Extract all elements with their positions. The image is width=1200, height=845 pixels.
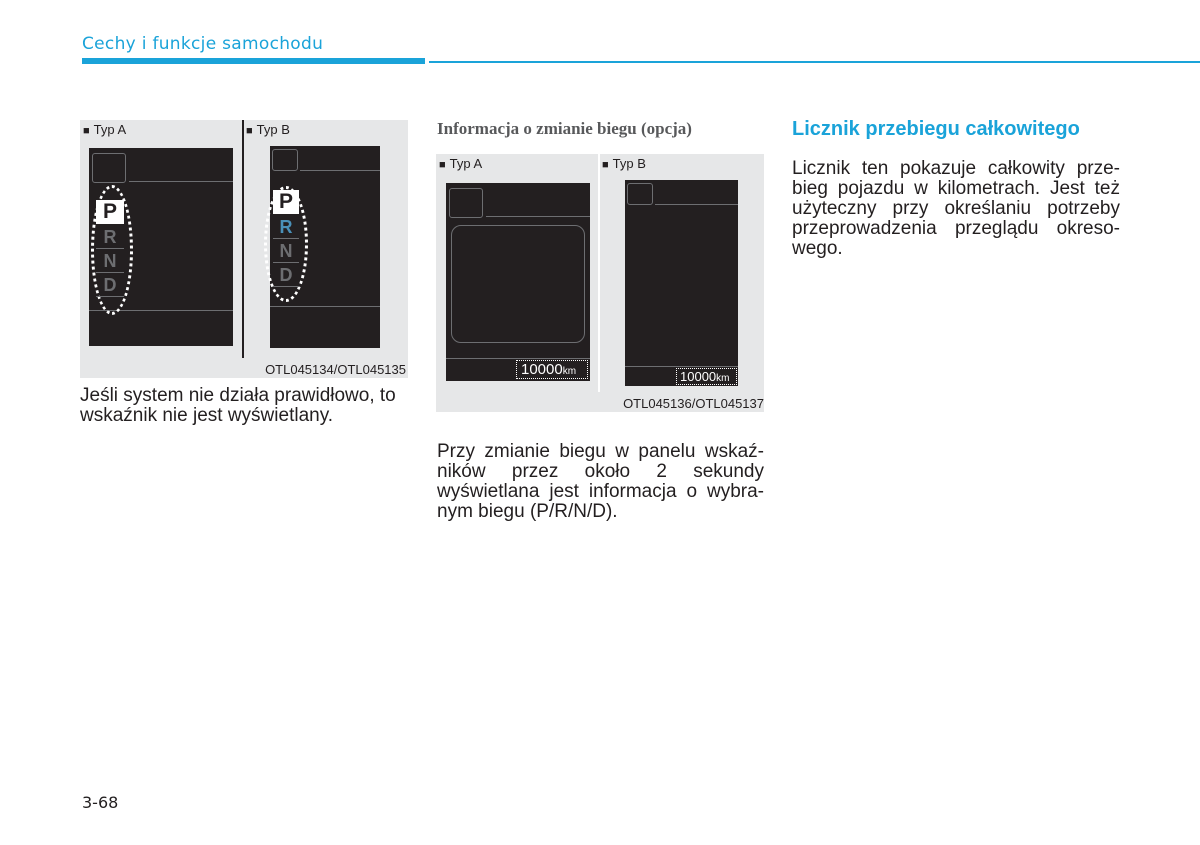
figure1-type-b-caption bbox=[246, 122, 290, 137]
screen-a-bottom-line bbox=[446, 358, 590, 359]
col3-paragraph-line: użyteczny przy określaniu potrzeby bbox=[792, 198, 1120, 219]
header-bar-thin bbox=[429, 61, 1200, 63]
running-header: Cechy i funkcje samochodu bbox=[82, 34, 324, 54]
screen-a-top-line bbox=[129, 181, 233, 182]
black-square-icon: ■ bbox=[83, 125, 90, 137]
screen-a-corner-box bbox=[449, 188, 483, 218]
cluster-screen-a bbox=[446, 183, 590, 381]
figure2-code: OTL045136/OTL045137 bbox=[623, 396, 764, 411]
gear-p-active: P bbox=[273, 190, 299, 214]
figure1-code: OTL045134/OTL045135 bbox=[265, 362, 406, 377]
odometer-section-title: Licznik przebiegu całkowitego bbox=[792, 118, 1080, 140]
screen-a-top-line bbox=[486, 216, 590, 217]
cluster-screen-b bbox=[270, 146, 380, 348]
figure2-type-b-caption bbox=[602, 156, 646, 171]
gear-r: R bbox=[96, 226, 124, 249]
cluster-screen-b bbox=[625, 180, 738, 386]
col3-paragraph bbox=[792, 159, 1120, 259]
col3-paragraph-line: Licznik ten pokazuje całkowity prze- bbox=[792, 158, 1120, 179]
col2-paragraph-line: Przy zmianie biegu w panelu wskaź- bbox=[437, 441, 764, 462]
figure1-type-b-label: Typ B bbox=[256, 122, 290, 137]
black-square-icon: ■ bbox=[246, 125, 253, 137]
header-bar-thick bbox=[82, 58, 425, 64]
figure1-type-a-caption bbox=[83, 122, 126, 137]
col2-paragraph-line: wyświetlana jest informacja o wybra- bbox=[437, 481, 764, 502]
gear-d: D bbox=[96, 274, 124, 297]
odometer-b-unit: km bbox=[716, 373, 730, 384]
screen-b-bottom-line bbox=[625, 366, 738, 367]
gear-n: N bbox=[96, 250, 124, 273]
screen-b-corner-box bbox=[272, 149, 298, 171]
figure-gear-shift-info bbox=[436, 154, 764, 412]
col1-paragraph: Jeśli system nie działa prawidłowo, to wskaźnik nie jest wyświetlany. bbox=[80, 385, 396, 426]
gear-r: R bbox=[273, 216, 299, 239]
screen-a-info-panel bbox=[451, 225, 585, 343]
figure2-divider bbox=[598, 154, 600, 392]
odometer-b-value: 10000 bbox=[680, 369, 717, 384]
odometer-a-value: 10000 bbox=[521, 361, 563, 378]
black-square-icon: ■ bbox=[439, 159, 446, 171]
col3-paragraph-line: przeprowadzenia przeglądu okreso- bbox=[792, 218, 1120, 239]
col3-paragraph-line: wego. bbox=[792, 238, 843, 259]
screen-a-corner-box bbox=[92, 153, 126, 183]
page-number: 3-68 bbox=[82, 793, 119, 812]
col2-paragraph bbox=[437, 442, 764, 522]
gear-info-subheading: Informacja o zmianie biegu (opcja) bbox=[437, 119, 692, 138]
col3-paragraph-line: bieg pojazdu w kilometrach. Jest też bbox=[792, 178, 1120, 199]
odometer-a-unit: km bbox=[562, 366, 577, 377]
odometer-b bbox=[676, 368, 737, 385]
cluster-screen-a bbox=[89, 148, 233, 346]
gear-d: D bbox=[273, 264, 299, 287]
col2-paragraph-line: ników przez około 2 sekundy bbox=[437, 461, 764, 482]
figure1-divider bbox=[242, 120, 244, 358]
figure-gear-indicator bbox=[80, 120, 408, 378]
black-square-icon: ■ bbox=[602, 159, 609, 171]
screen-b-corner-box bbox=[627, 183, 653, 205]
col2-paragraph-line: nym biegu (P/R/N/D). bbox=[437, 501, 618, 522]
odometer-a bbox=[516, 360, 588, 379]
figure2-type-a-label: Typ A bbox=[449, 156, 483, 171]
gear-p-active: P bbox=[96, 200, 124, 224]
screen-b-bottom-line bbox=[270, 306, 380, 307]
figure1-type-a-label: Typ A bbox=[93, 122, 127, 137]
gear-n: N bbox=[273, 240, 299, 263]
screen-b-top-line bbox=[655, 204, 738, 205]
screen-b-top-line bbox=[300, 170, 380, 171]
figure2-type-b-label: Typ B bbox=[612, 156, 646, 171]
figure2-type-a-caption bbox=[439, 156, 482, 171]
